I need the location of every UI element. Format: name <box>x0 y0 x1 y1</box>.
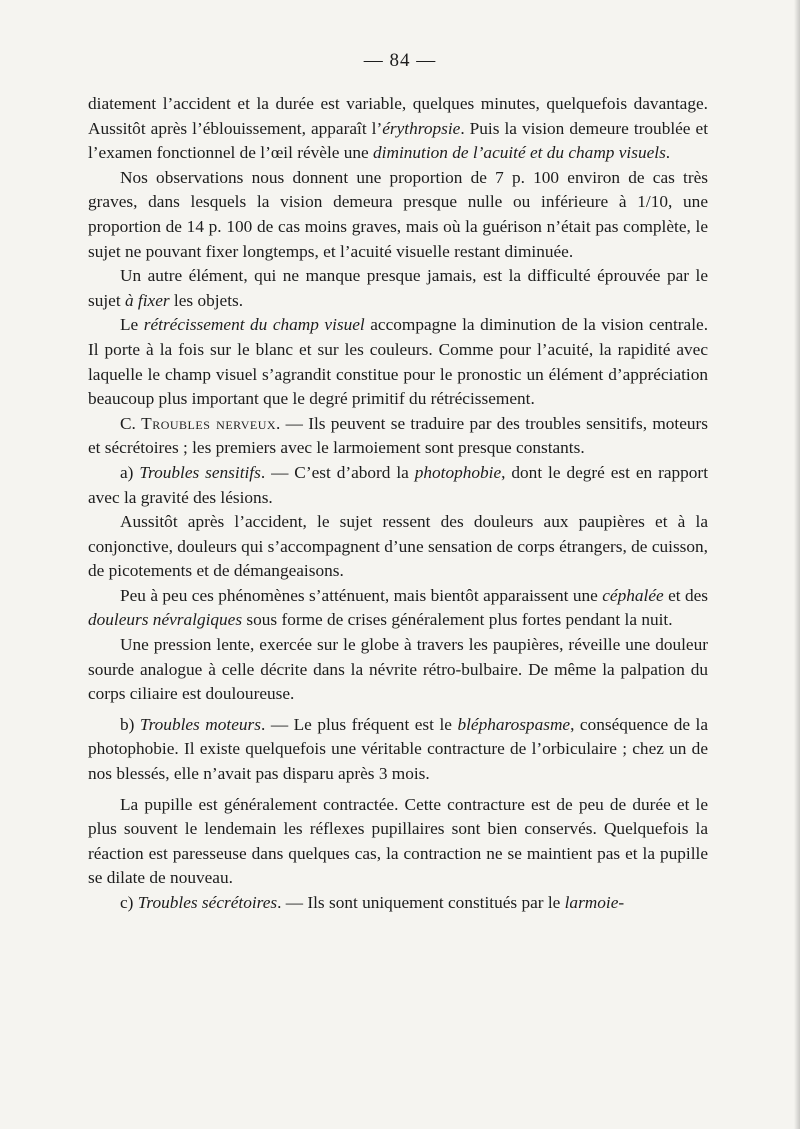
italic-term: Troubles sensitifs <box>139 462 261 482</box>
paragraph <box>88 412 708 461</box>
text-run: et des <box>663 585 709 605</box>
text-run: . — Ils peuvent se traduire par des troubles sensitifs, moteurs et sécrétoires ; les premiers avec le larmoiement sont presque constants. <box>88 413 709 458</box>
page-edge-shadow <box>794 0 800 1129</box>
text-run: La pupille est généralement contractée. Cette contracture est de peu de durée et le plus souvent le lendemain les réflexes pupillaires sont bien conservés. Quelquefois la réaction est paresseuse dans quelques cas, la contraction ne se maintient pas et la pupille se dilate de nouveau. <box>88 794 708 888</box>
text-run: Aussitôt après l’accident, le sujet ressent des douleurs aux paupières et à la conjonctive, douleurs qui s’accompagnent d’une sensation de corps étrangers, de cuisson, de picotements et de démangeaisons. <box>88 512 708 581</box>
italic-term: douleurs névralgiques <box>88 610 243 630</box>
italic-term: érythropsie <box>382 118 461 138</box>
italic-term: à fixer <box>124 290 170 310</box>
paragraph <box>88 264 708 313</box>
text-run: les objets. <box>169 290 244 310</box>
paragraph <box>88 633 708 707</box>
italic-term: Troubles moteurs <box>139 714 261 734</box>
text-run: , dont le degré est en rapport avec la gravité des lésions. <box>88 462 708 507</box>
text-run: Nos observations nous donnent une proportion de 7 p. 100 environ de cas très graves, dans lesquels la vision demeura presque nulle ou inférieure à 1/10, une proportion de 14 p. 100 de cas moins graves, mais où la guérison n’était pas complète, le sujet ne pouvant fixer longtemps, et l’acuité visuelle restant diminuée. <box>88 167 708 261</box>
italic-term: céphalée <box>602 585 664 605</box>
paragraph <box>88 313 708 411</box>
italic-term: diminution de l’acuité et du champ visuels <box>373 143 666 163</box>
text-run: . — Le plus fréquent est le <box>260 714 458 734</box>
text-run: c) <box>120 893 138 912</box>
page-number: — 84 — <box>363 50 437 71</box>
text-run: accompagne la diminution de la vision centrale. Il porte à la fois sur le blanc et sur les couleurs. Comme pour l’acuité, la rapidité avec laquelle le champ visuel s’agrandit constitue pour le pronostic un élément d’appréciation beaucoup plus important que le degré primitif du rétrécissement. <box>88 315 709 409</box>
paragraph <box>88 891 708 916</box>
text-run: diatement l’accident et la durée est variable, quelques minutes, quelquefois davantage. Aussitôt après l’éblouissement, apparaît l’ <box>88 94 708 138</box>
paragraph <box>88 713 708 787</box>
paragraph <box>88 510 708 584</box>
text-run: a) <box>120 462 140 482</box>
text-run: Le <box>120 315 144 335</box>
paragraph <box>88 584 708 633</box>
paragraph <box>88 793 708 891</box>
text-run: Un autre élément, qui ne manque presque jamais, est la difficulté éprouvée par le sujet <box>88 266 708 310</box>
text-run: . — C’est d’abord la <box>260 462 415 482</box>
italic-term: Troubles sécrétoires <box>137 893 278 912</box>
paragraph <box>88 461 708 510</box>
italic-term: larmoie- <box>564 893 625 912</box>
text-run: C. <box>120 413 142 433</box>
text-run: , conséquence de la photophobie. Il existe quelquefois une véritable contracture de l’orbiculaire ; chez un de nos blessés, elle n’avait pas disparu après 3 mois. <box>88 714 709 784</box>
paragraph <box>88 92 708 166</box>
text-run: Une pression lente, exercée sur le globe à travers les paupières, réveille une douleur sourde analogue à celle décrite dans la névrite rétro-bulbaire. De même la palpation du corps ciliaire est douloureuse. <box>88 635 708 704</box>
paragraph <box>88 166 708 264</box>
italic-term: photophobie <box>414 462 502 482</box>
text-run: . <box>665 143 671 163</box>
italic-term: blépharospasme <box>457 714 571 734</box>
body-text <box>88 92 708 916</box>
text-run: . — Ils sont uniquement constitués par le <box>277 893 565 912</box>
italic-term: rétrécissement du champ visuel <box>143 315 365 335</box>
section-heading: Troubles nerveux <box>141 413 277 433</box>
text-run: . Puis la vision demeure troublée et l’examen fonctionnel de l’œil révèle une <box>88 118 709 163</box>
text-run: sous forme de crises généralement plus fortes pendant la nuit. <box>242 610 673 630</box>
text-run: b) <box>120 714 140 734</box>
text-run: Peu à peu ces phénomènes s’atténuent, mais bientôt apparaissent une <box>120 585 603 605</box>
